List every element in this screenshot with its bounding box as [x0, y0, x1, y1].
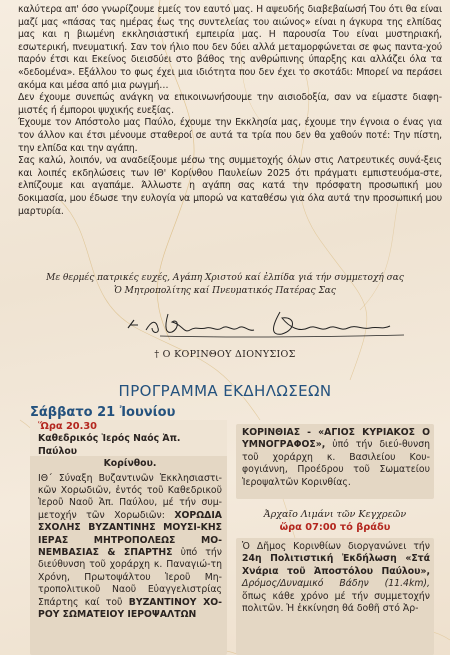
second-event-route: Δρόμος/Δυναμικό Βάδην (11.4km),	[242, 578, 430, 590]
second-event-description	[242, 541, 430, 615]
choir-name: ΚΟΡΙΝΘΙΑΣ - «ΑΓΙΟΣ ΚΥΡΙΑΚΟΣ Ο ΥΜΝΟΓΡΑΦΟΣ»,	[242, 427, 430, 451]
paragraph-1: καλύτερα απ' όσο γνωρίζουμε εμείς τον εαυτό μας. Η αψευδής διαβεβαίωσή Του ότι θα είναι μαζί μας «πάσας τας ημέρας έως της συντελείας του αιώνος» είναι η άγκυρα της ελπίδας μας και η βιωμένη εκκλησιαστική εμπειρία μας. Η παρουσία Του είναι μυστηριακή, εσωτερική, πνευματική. Σαν τον ήλιο που δεν δύει αλλά μεταμορφώνεται σε φως παντα-χού παρόν έτσι και Εκείνος διεισδύει στο βάθος της ανθρώπινης ύπαρξης και αλλάζει όλα τα «δεδομένα». Εξάλλου το φως έχει μια ιδιότητα που δεν έχει το σκοτάδι: Μπορεί να περάσει ακόμα και μέσα από μια ρωγμή…	[18, 4, 442, 91]
paragraph-2: Δεν έχουμε συνεπώς ανάγκη να επικοινωνήσουμε την αισιοδοξία, σαν να είμαστε διαφη-μιστές ή έμποροι ψυχικής ευεξίας.	[18, 92, 442, 116]
event-text-a: ΙΘ΄ Σύναξη Βυζαντινῶν Ἐκκλησιαστι-κῶν Χορωδιῶν, ἐντός τοῦ Καθεδρικοῦ Ἱεροῦ Ναοῦ Ἀπ. Παύλου, μέ τήν συμ-μετοχήν τῶν Χορωδιῶν:	[38, 472, 222, 521]
second-event-time: ὥρα 07:00 τό βράδυ	[279, 522, 391, 533]
event-right-continuation	[242, 427, 430, 489]
event-text-b: ὑπό τήν διεύθυνση τοῦ χοράρχη κ. Παναγιώ-τη Χρόνη, Πρωτοψάλτου Ἱεροῦ Μη-τροπολιτικοῦ Ναοῦ Εὐαγγελιστρίας Σπάρτης καί τοῦ	[38, 547, 222, 608]
event-venue-line-1: Καθεδρικός Ἱερός Ναός Ἀπ. Παύλου	[38, 433, 181, 457]
paragraph-4: Σας καλώ, λοιπόν, να αναδείξουμε μέσω της συμμετοχής όλων στις Λατρευτικές συνά-ξεις και λοιπές εκδηλώσεις των ΙΘ' Κορίνθου Παυλείων 2025 ότι πράγματι εμπιστευόμα-στε, ελπίζουμε και αγαπάμε. Άλλωστε η αγάπη σας κατά την πρόσφατη προσωπική μου δοκιμασία, μου έδωσε την ευλογία να μπορώ να καταθέσω για όλα αυτά την προσωπική μου μαρτυρία.	[18, 155, 442, 217]
second-event-venue: Ἀρχαῖο Λιμάνι τῶν Κεγχρεῶν	[263, 509, 407, 520]
signer-name: † Ο ΚΟΡΙΝΘΟΥ ΔΙΟΝΥΣΙΟΣ	[154, 349, 296, 360]
event-time: Ὥρα 20.30	[38, 421, 97, 432]
handwritten-signature	[120, 308, 420, 342]
date-heading: Σάββατο 21 Ἰουνίου	[30, 405, 176, 420]
event-left-column	[38, 421, 222, 622]
program-title: ΠΡΟΓΡΑΜΜΑ ΕΚΔΗΛΩΣΕΩΝ	[118, 382, 332, 400]
letter-body	[18, 4, 442, 218]
closing-line-1: Με θερμές πατρικές ευχές, Αγάπη Χριστού καί ἐλπίδα γιά τήν συμμετοχή σας	[46, 273, 404, 283]
second-event-text-b: ὅπως κάθε χρόνο μέ τήν συμμετοχήν πολιτῶν. Ἡ ἐκκίνηση θά δοθῆ στό Ἀρ-	[242, 590, 430, 615]
event-description	[38, 473, 222, 622]
second-event-title: 24η Πολιτιστική Ἐκδήλωση «Στά Χνάρια τοῦ Ἀποστόλου Παύλου»,	[242, 553, 430, 577]
event-choir-1: ΧΟΡΩΔΙΑ ΣΧΟΛΗΣ ΒΥΖΑΝΤΙΝΗΣ ΜΟΥΣΙ-ΚΗΣ ΙΕΡΑΣ ΜΗΤΡΟΠΟΛΕΩΣ ΜΟ-ΝΕΜΒΑΣΙΑΣ & ΣΠΑΡΤΗΣ	[38, 509, 222, 559]
second-event-text-a: Ὁ Δῆμος Κορινθίων διοργανώνει τήν	[242, 541, 430, 552]
event-choir-2: ΒΥΖΑΝΤΙΝΟΥ ΧΟ-ΡΟΥ ΣΩΜΑΤΕΙΟΥ ΙΕΡΟΨΑΛΤΩΝ	[38, 596, 223, 621]
closing-wishes	[20, 272, 430, 297]
paragraph-3: Έχουμε τον Απόστολο μας Παύλο, έχουμε την Εκκλησία μας, έχουμε την έγνοια ο ένας για τον άλλον και έτσι μένουμε σταθεροί σε αυτά τα τρία που δεν θα χαθούν ποτέ: Την πίστη, την ελπίδα και την αγάπη.	[18, 117, 442, 154]
choir-director: ὑπό τήν διεύ-θυνση τοῦ χοράρχη κ. Βασιλείου Κου-φογιάννη, Προέδρου τοῦ Σωματείου Ἱεροψαλτῶν Κορινθίας.	[242, 439, 430, 488]
event-venue-line-2: Κορίνθου.	[103, 458, 157, 470]
closing-line-2: Ὁ Μητροπολίτης καί Πνευματικός Πατέρας Σας	[114, 285, 336, 296]
